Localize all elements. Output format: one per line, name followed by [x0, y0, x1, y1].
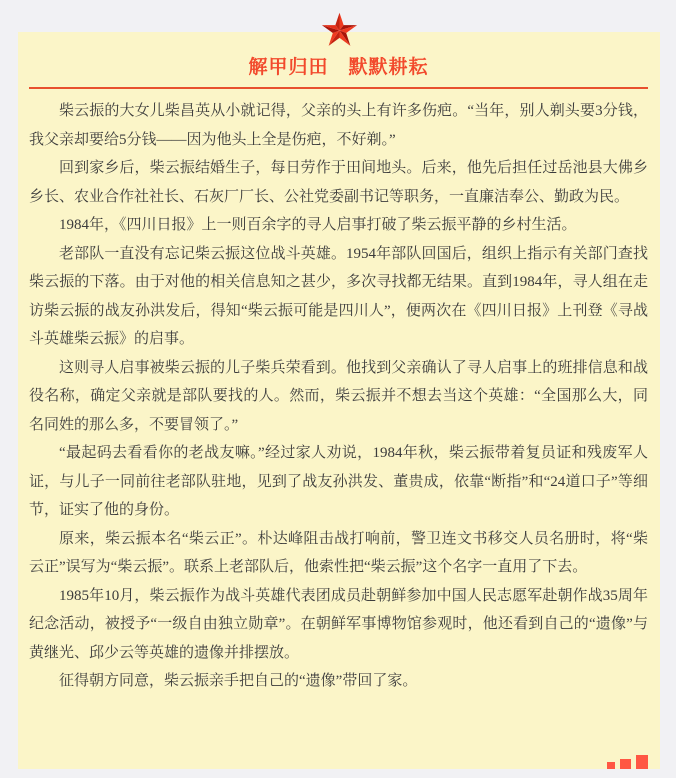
- red-square-small: [607, 762, 615, 769]
- article-paragraph-8: 1985年10月，柴云振作为战斗英雄代表团成员赴朝鲜参加中国人民志愿军赴朝作战35周年纪念活动，被授予“一级自由独立勋章”。在朝鲜军事博物馆参观时，他还看到自己的“遗像”与黄继光、邱少云等英雄的遗像并排摆放。: [29, 587, 648, 661]
- red-square-large: [636, 755, 648, 769]
- title-divider: [29, 87, 648, 89]
- article-body: [29, 97, 648, 696]
- red-star-icon: [321, 12, 358, 49]
- footer-squares-decoration: [607, 755, 648, 769]
- article-paragraph-4: 老部队一直没有忘记柴云振这位战斗英雄。1954年部队回国后，组织上指示有关部门查找柴云振的下落。由于对他的相关信息知之甚少，多次寻找都无结果。直到1984年，寻人组在走访柴云振的战友孙洪发后，得知“柴云振可能是四川人”，便两次在《四川日报》上刊登《寻战斗英雄柴云振》的启事。: [29, 245, 648, 347]
- article-paragraph-1: 柴云振的大女儿柴昌英从小就记得，父亲的头上有许多伤疤。“当年，别人剃头要3分钱，我父亲却要给5分钱——因为他头上全是伤疤，不好剃。”: [29, 103, 648, 148]
- article-paragraph-9: 征得朝方同意，柴云振亲手把自己的“遗像”带回了家。: [59, 673, 418, 689]
- article-paragraph-5: 这则寻人启事被柴云振的儿子柴兵荣看到。他找到父亲确认了寻人启事上的班排信息和战役名称，确定父亲就是部队要找的人。然而，柴云振并不想去当这个英雄：“全国那么大，同名同姓的那么多，不要冒领了。”: [29, 359, 648, 433]
- page-title: 解甲归田 默默耕耘: [248, 57, 429, 78]
- red-square-medium: [620, 759, 631, 769]
- article-paragraph-6: “最起码去看看你的老战友嘛。”经过家人劝说，1984年秋，柴云振带着复员证和残废军人证，与儿子一同前往老部队驻地，见到了战友孙洪发、董贵成，依靠“断指”和“24道口子”等细节，证实了他的身份。: [29, 445, 648, 518]
- article-paragraph-3: 1984年，《四川日报》上一则百余字的寻人启事打破了柴云振平静的乡村生活。: [59, 217, 577, 233]
- article-paragraph-7: 原来，柴云振本名“柴云正”。朴达峰阻击战打响前，警卫连文书移交人员名册时，将“柴云正”误写为“柴云振”。联系上老部队后，他索性把“柴云振”这个名字一直用了下去。: [29, 530, 648, 575]
- article-paragraph-2: 回到家乡后，柴云振结婚生子，每日劳作于田间地头。后来，他先后担任过岳池县大佛乡乡长、农业合作社社长、石灰厂厂长、公社党委副书记等职务，一直廉洁奉公、勤政为民。: [29, 160, 648, 205]
- article-card: [18, 32, 660, 769]
